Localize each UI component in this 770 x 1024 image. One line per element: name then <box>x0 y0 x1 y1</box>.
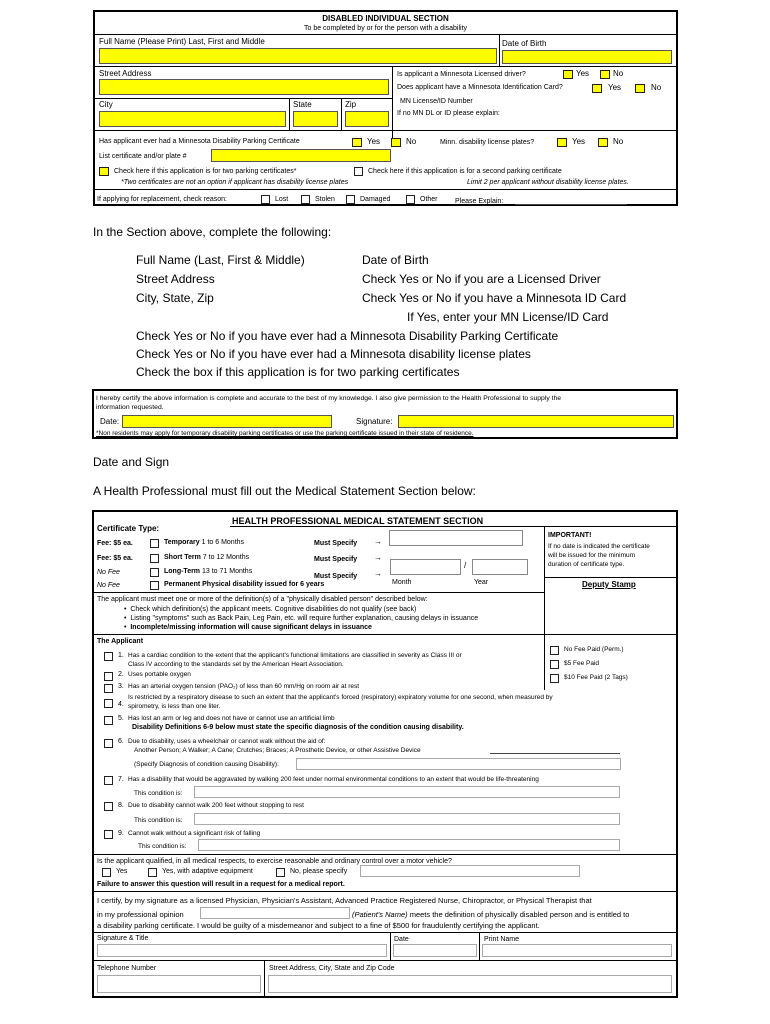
other-checkbox[interactable] <box>406 195 415 204</box>
qualified-adaptive-checkbox[interactable] <box>148 868 157 877</box>
disabled-individual-section <box>93 10 678 206</box>
stolen-checkbox[interactable] <box>301 195 310 204</box>
street-field[interactable] <box>99 79 389 95</box>
def-8-condition-field[interactable] <box>194 813 620 825</box>
qualified-no-specify-field[interactable] <box>360 865 580 877</box>
bullet-2: • Listing "symptoms" such as Back Pain, Leg Pain, etc. will require further explanation, causing delays in issuance <box>124 615 479 622</box>
long-term-label: Long-Term 13 to 71 Months <box>164 568 253 575</box>
zip-field[interactable] <box>345 111 389 127</box>
def-6-specify: (Specify Diagnosis of condition causing Disability): <box>134 761 279 768</box>
def-2-num: 2. <box>118 671 124 678</box>
qualified-yes-checkbox[interactable] <box>102 868 111 877</box>
def-3-checkbox[interactable] <box>104 684 113 693</box>
dob-field[interactable] <box>502 50 672 64</box>
plates-yes-checkbox[interactable] <box>557 138 567 147</box>
driver-no-checkbox[interactable] <box>600 70 610 79</box>
five-fee-paid-label: $5 Fee Paid <box>564 660 600 667</box>
health-professional-intro: A Health Professional must fill out the Medical Statement Section below: <box>93 484 476 498</box>
explain-line[interactable] <box>515 204 627 205</box>
year-label: Year <box>474 579 489 586</box>
instr-right-2: Check Yes or No if you are a Licensed Driver <box>362 272 601 286</box>
id-no-checkbox[interactable] <box>635 84 645 93</box>
id-yes-label: Yes <box>608 83 622 92</box>
city-field[interactable] <box>99 111 286 127</box>
def-3-num: 3. <box>118 683 124 690</box>
cert-yes-checkbox[interactable] <box>352 138 362 147</box>
print-name-field[interactable] <box>482 944 672 957</box>
arrow-2: → <box>374 553 382 562</box>
plates-question: Minn. disability license plates? <box>440 139 535 146</box>
the-applicant-label: The Applicant <box>97 638 144 645</box>
signature-title-label: Signature & Title <box>97 935 149 942</box>
non-resident-note: *Non residents may apply for temporary disability parking certificates or use the parking certificate issued in their state of residence. <box>96 430 474 437</box>
certify-text-2: information requested. <box>96 404 164 411</box>
pro-date-field[interactable] <box>393 944 477 957</box>
list-cert-label: List certificate and/or plate # <box>99 153 187 160</box>
def-5-text: Has lost an arm or leg and does not have or cannot use an artificial limb <box>128 715 335 722</box>
lost-label: Lost <box>275 196 289 203</box>
id-yes-checkbox[interactable] <box>592 84 602 93</box>
long-term-checkbox[interactable] <box>150 568 159 577</box>
temporary-label: Temporary 1 to 6 Months <box>164 539 245 546</box>
applicant-signature-field[interactable] <box>398 415 674 428</box>
certify-text-1: I hereby certify the above information is complete and accurate to the best of my knowledge. I also give permission to the Health Professional to supply the <box>96 395 562 402</box>
permanent-checkbox[interactable] <box>150 581 159 590</box>
plates-no-label: No <box>613 137 624 146</box>
def-5-checkbox[interactable] <box>104 716 113 725</box>
please-explain-label: Please Explain: <box>455 198 504 205</box>
def-7-num: 7. <box>118 776 124 783</box>
def-1-checkbox[interactable] <box>104 652 113 661</box>
arrow-3: → <box>374 569 382 578</box>
cert-no-checkbox[interactable] <box>391 138 401 147</box>
fee-3: No Fee <box>97 569 120 576</box>
zip-label: Zip <box>345 100 357 109</box>
must-specify-2: Must Specify <box>314 556 358 563</box>
date-label: Date: <box>100 417 120 426</box>
state-field[interactable] <box>293 111 338 127</box>
def-4-text: Is restricted by a respiratory disease to such an extent that the applicant's forced (respiratory) expiratory volume for one second, when measured by <box>128 694 553 701</box>
plates-yes-label: Yes <box>572 137 586 146</box>
def-7-text: Has a disability that would be aggravated by walking 200 feet under normal environmental conditions to an extent that would be life-threatening <box>128 776 539 783</box>
physician-certify-3: a disability parking certificate. I would be guilty of a misdemeanor and subject to a fine of $500 for fraudulently certifying the applicant. <box>97 921 540 930</box>
def-9-condition-field[interactable] <box>198 839 620 851</box>
fee-2: Fee: $5 ea. <box>97 555 133 562</box>
damaged-checkbox[interactable] <box>346 195 355 204</box>
arrow-1: → <box>374 537 382 546</box>
fee-1: Fee: $5 ea. <box>97 540 133 547</box>
physician-certify-2b: (Patient's Name) meets the definition of physically disabled person and is entitled to <box>352 910 630 919</box>
qualified-question: Is the applicant qualified, in all medical respects, to exercise reasonable and ordinary control over a motor vehicle? <box>97 858 452 865</box>
address-label: Street Address, City, State and Zip Code <box>269 965 395 972</box>
section-subtitle: To be completed by or for the person with a disability <box>303 25 468 32</box>
bullet-1: • Check which definition(s) the applicant meets. Cognitive disabilities do not qualify (see back) <box>124 606 417 613</box>
expiration-box <box>389 530 523 546</box>
def-1-text: Has a cardiac condition to the extent that the applicant's functional limitations are classified in severity as Class III or <box>128 652 462 659</box>
def-6-checkbox[interactable] <box>104 739 113 748</box>
cert-yes-label: Yes <box>367 137 381 146</box>
second-cert-checkbox[interactable] <box>354 167 363 176</box>
ten-fee-paid-label: $10 Fee Paid (2 Tags) <box>564 674 628 681</box>
def-6-num: 6. <box>118 738 124 745</box>
def-5-num: 5. <box>118 715 124 722</box>
def-2-checkbox[interactable] <box>104 672 113 681</box>
instr-left-2: Street Address <box>136 272 215 286</box>
instr-more-1: Check Yes or No if you have ever had a Minnesota Disability Parking Certificate <box>136 329 559 343</box>
five-fee-paid-checkbox[interactable] <box>550 660 559 669</box>
no-fee-paid-checkbox[interactable] <box>550 646 559 655</box>
failure-note: Failure to answer this question will result in a request for a medical report. <box>97 881 345 888</box>
date-slash: / <box>464 561 467 570</box>
pro-date-label: Date <box>394 936 409 943</box>
must-specify-3: Must Specify <box>314 573 358 580</box>
id-no-label: No <box>651 83 662 92</box>
parking-cert-question: Has applicant ever had a Minnesota Disability Parking Certificate <box>99 138 300 145</box>
patient-name-field[interactable] <box>200 907 350 919</box>
important-text-2: will be issued for the minimum <box>548 552 636 559</box>
def-1-text-2: Class IV according to the standards set by the American Heart Association. <box>128 661 344 668</box>
qualified-yes-label: Yes <box>116 868 128 875</box>
print-name-label: Print Name <box>484 936 520 943</box>
state-label: State <box>293 100 312 109</box>
driver-yes-label: Yes <box>576 69 590 78</box>
section-title: DISABLED INDIVIDUAL SECTION <box>322 14 449 23</box>
driver-yes-checkbox[interactable] <box>563 70 573 79</box>
def-8-num: 8. <box>118 802 124 809</box>
def-8-checkbox[interactable] <box>104 802 113 811</box>
expiration-year-field[interactable] <box>472 559 528 575</box>
limit-note: Limit 2 per applicant without disability license plates. <box>467 179 629 186</box>
def-4-text-2: spirometry, is less than one liter. <box>128 703 221 710</box>
def-3-text: Has an arterial oxygen tension (PAO₂) of less than 60 mm/Hg on room air at rest <box>128 683 360 690</box>
instructions-intro: In the Section above, complete the following: <box>93 225 332 239</box>
expiration-month-field[interactable] <box>390 559 461 575</box>
replacement-label: If applying for replacement, check reason: <box>97 196 227 203</box>
must-specify-1: Must Specify <box>314 540 358 547</box>
physician-certify-1: I certify, by my signature as a licensed Physician, Physician's Assistant, Advanced Practice Registered Nurse, Chiropractor, or Physical Therapist that <box>97 896 592 905</box>
def-1-num: 1. <box>118 652 124 659</box>
def-4-checkbox[interactable] <box>104 699 113 708</box>
deputy-stamp-label: Deputy Stamp <box>582 580 636 589</box>
bullet-3: • Incomplete/missing information will cause significant delays in issuance <box>124 624 372 631</box>
no-fee-paid-label: No Fee Paid (Perm.) <box>564 646 624 653</box>
two-cert-label: Check here if this application is for two parking certificates* <box>114 168 297 175</box>
qualified-no-checkbox[interactable] <box>276 868 285 877</box>
def-9-text: Cannot walk without a significant risk of falling <box>128 830 261 837</box>
instr-right-4: If Yes, enter your MN License/ID Card <box>407 310 609 324</box>
licensed-driver-question: Is applicant a Minnesota Licensed driver? <box>397 71 526 78</box>
applicant-date-field[interactable] <box>122 415 332 428</box>
important-text-1: If no date is indicated the certificate <box>548 543 650 550</box>
physician-certify-2a: in my professional opinion <box>97 910 184 919</box>
def-9-condition-label: This condition is: <box>138 843 187 850</box>
temporary-checkbox[interactable] <box>150 539 159 548</box>
license-id-label: MN License/ID Number <box>400 98 473 105</box>
def-8-text: Due to disability cannot walk 200 feet without stopping to rest <box>128 802 304 809</box>
city-label: City <box>99 100 113 109</box>
driver-no-label: No <box>613 69 624 78</box>
medical-title: HEALTH PROFESSIONAL MEDICAL STATEMENT SECTION <box>232 516 484 526</box>
telephone-field[interactable] <box>97 975 261 993</box>
defs-6-9-heading: Disability Definitions 6-9 below must state the specific diagnosis of the condition causing disability. <box>132 724 464 731</box>
def-7-checkbox[interactable] <box>104 776 113 785</box>
must-meet-text: The applicant must meet one or more of the definition(s) of a "physically disabled person" described below: <box>97 596 428 603</box>
short-term-label: Short Term 7 to 12 Months <box>164 554 250 561</box>
pro-address-field[interactable] <box>268 975 672 993</box>
def-7-condition-label: This condition is: <box>134 790 183 797</box>
def-9-checkbox[interactable] <box>104 830 113 839</box>
qualified-adaptive-label: Yes, with adaptive equipment <box>162 868 253 875</box>
def-6-aid-line[interactable] <box>490 753 620 754</box>
dob-label: Date of Birth <box>502 39 547 48</box>
important-text-3: duration of certificate type. <box>548 561 625 568</box>
short-term-checkbox[interactable] <box>150 554 159 563</box>
two-cert-note: *Two certificates are not an option if applicant has disability license plates <box>121 179 349 186</box>
full-name-field[interactable] <box>99 48 497 64</box>
no-id-explain-label: If no MN DL or ID please explain: <box>397 110 500 117</box>
street-label: Street Address <box>99 69 152 78</box>
mn-id-question: Does applicant have a Minnesota Identification Card? <box>397 84 563 91</box>
instr-more-2: Check Yes or No if you have ever had a Minnesota disability license plates <box>136 347 531 361</box>
second-cert-label: Check here if this application is for a second parking certificate <box>368 168 562 175</box>
def-2-text: Uses portable oxygen <box>128 671 191 678</box>
important-title: IMPORTANT! <box>548 532 592 539</box>
instr-right-3: Check Yes or No if you have a Minnesota ID Card <box>362 291 627 305</box>
lost-checkbox[interactable] <box>261 195 270 204</box>
telephone-label: Telephone Number <box>97 965 157 972</box>
pro-signature-field[interactable] <box>97 944 387 957</box>
month-label: Month <box>392 579 412 586</box>
def-4-num: 4. <box>118 701 124 708</box>
damaged-label: Damaged <box>360 196 391 203</box>
plates-no-checkbox[interactable] <box>598 138 608 147</box>
def-6-aids: Another Person; A Walker; A Cane; Crutches; Braces; A Prosthetic Device, or other Assistive Device <box>134 747 421 754</box>
fee-4: No Fee <box>97 582 120 589</box>
medical-statement-section <box>92 510 678 998</box>
other-label: Other <box>420 196 438 203</box>
def-7-condition-field[interactable] <box>194 786 620 798</box>
ten-fee-paid-checkbox[interactable] <box>550 674 559 683</box>
qualified-no-label: No, please specify <box>290 868 348 875</box>
cert-no-label: No <box>406 137 417 146</box>
def-6-diagnosis-field[interactable] <box>296 758 621 770</box>
stolen-label: Stolen <box>315 196 335 203</box>
def-8-condition-label: This condition is: <box>134 817 183 824</box>
full-name-label: Full Name (Please Print) Last, First and Middle <box>99 37 265 46</box>
def-6-text: Due to disability, uses a wheelchair or cannot walk without the aid of: <box>128 738 326 745</box>
list-cert-field[interactable] <box>211 149 391 162</box>
two-cert-checkbox[interactable] <box>99 167 109 176</box>
def-9-num: 9. <box>118 830 124 837</box>
permanent-label: Permanent Physical disability issued for 6 years <box>164 581 325 588</box>
instr-right-1: Date of Birth <box>362 253 429 267</box>
cert-type-label: Certificate Type: <box>97 524 160 533</box>
instr-left-3: City, State, Zip <box>136 291 214 305</box>
applicant-certify-section <box>92 389 678 439</box>
signature-label: Signature: <box>356 417 393 426</box>
date-and-sign-text: Date and Sign <box>93 455 170 469</box>
instr-more-3: Check the box if this application is for two parking certificates <box>136 365 460 379</box>
instr-left-1: Full Name (Last, First & Middle) <box>136 253 305 267</box>
